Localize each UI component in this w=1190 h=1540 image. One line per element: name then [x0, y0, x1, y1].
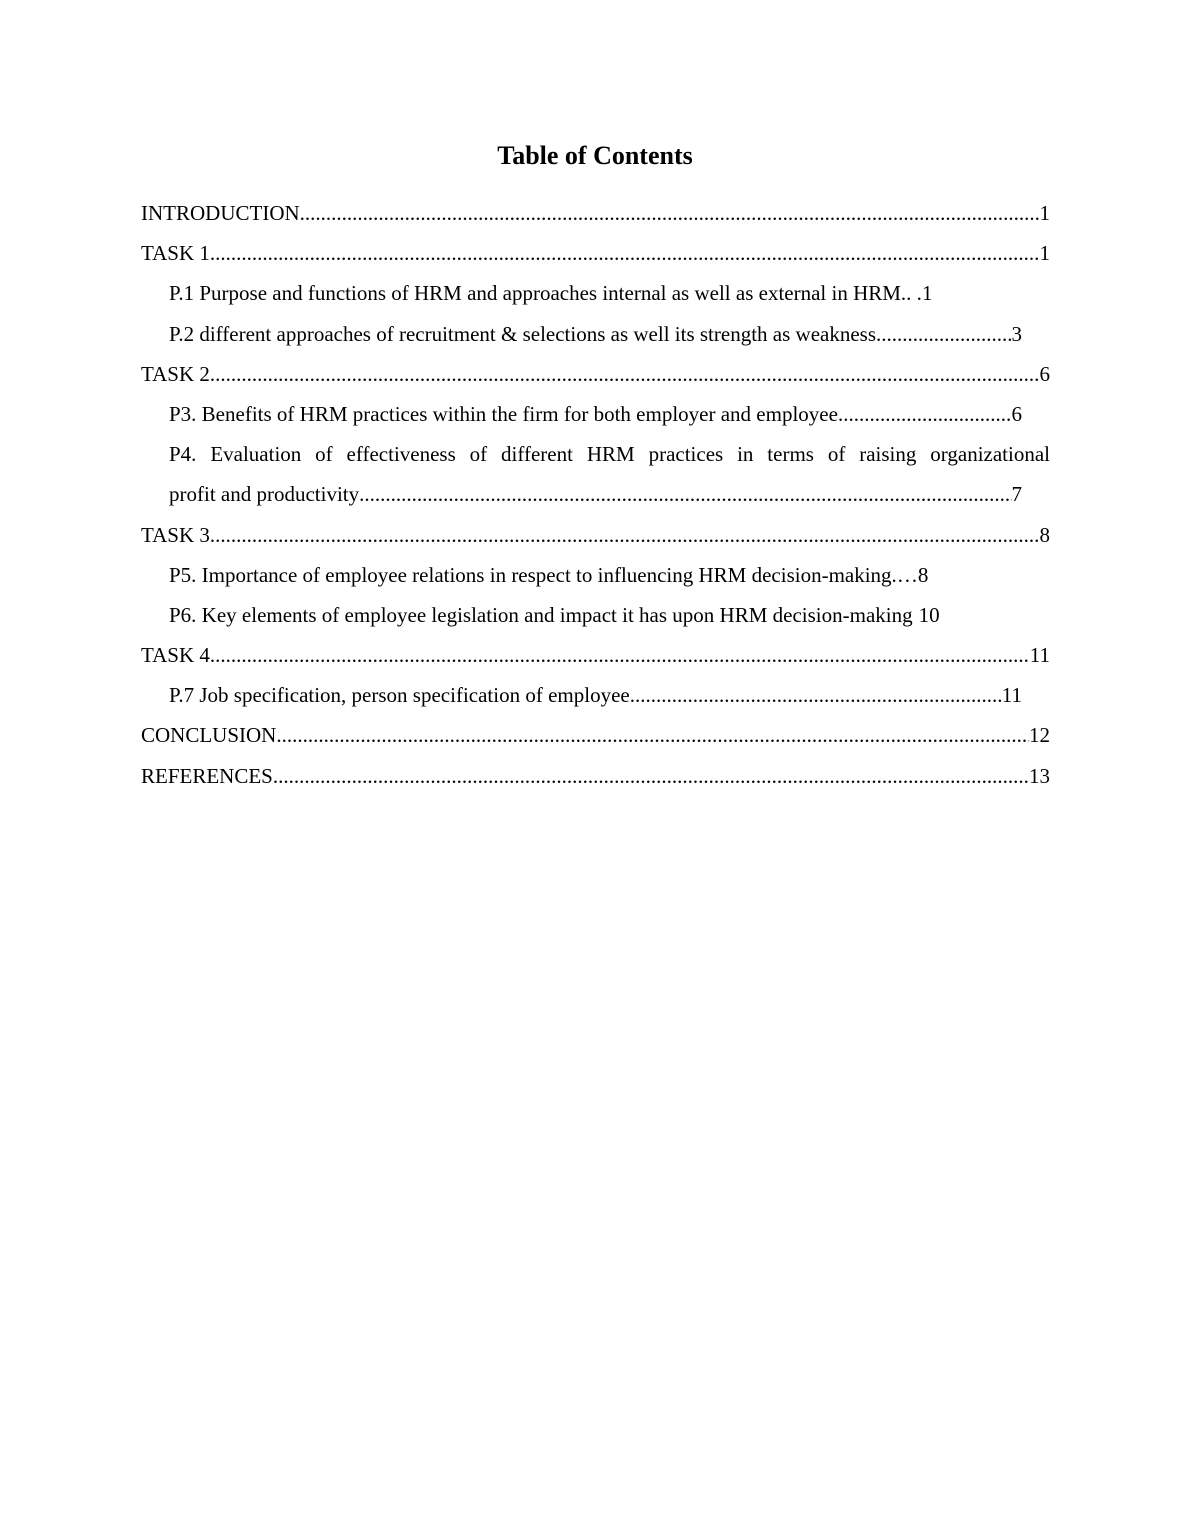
toc-entry-label: P3. Benefits of HRM practices within the firm for both employer and employee	[169, 401, 838, 426]
toc-entry-label: P.2 different approaches of recruitment & selections as well its strength as weakness	[169, 321, 876, 346]
toc-page-number: 1	[1039, 201, 1050, 225]
toc-entry-label: TASK 2	[141, 361, 210, 386]
toc-entry-label: TASK 3	[141, 522, 210, 547]
toc-entry-label: P.1 Purpose and functions of HRM and approaches internal as well as external in HRM.. .	[169, 281, 922, 306]
toc-entry-p2[interactable]	[141, 314, 1022, 354]
toc-title: Table of Contents	[497, 141, 693, 170]
toc-entry-p4-line-1[interactable]	[141, 434, 1050, 474]
toc-entry-p7[interactable]	[141, 675, 1022, 715]
dot-leader	[210, 233, 1040, 273]
toc-entry-label: CONCLUSION	[141, 723, 277, 748]
toc-entry-conclusion[interactable]	[141, 715, 1050, 755]
toc-entry-task-4[interactable]	[141, 635, 1050, 675]
toc-page-number: 13	[1029, 763, 1050, 788]
dot-leader	[300, 193, 1040, 233]
dot-leader	[273, 756, 1029, 796]
dot-leader	[838, 394, 1012, 434]
toc-entry-p4-line-2[interactable]	[141, 474, 1022, 514]
toc-entry-label: REFERENCES	[141, 763, 273, 788]
toc-page-number: 8	[1039, 522, 1050, 547]
toc-page-number: 1	[921, 281, 933, 306]
dot-leader	[210, 635, 1030, 675]
toc-page-number: 12	[1029, 723, 1050, 748]
toc-page-number: 6	[1039, 361, 1050, 386]
toc-entry-label: P5. Importance of employee relations in respect to influencing HRM decision-making.	[169, 562, 897, 587]
toc-entry-label: TASK 1	[141, 241, 210, 266]
dot-leader	[630, 675, 1002, 715]
toc-entry-introduction[interactable]	[141, 193, 1050, 233]
toc-entry-label: profit and productivity	[169, 482, 360, 507]
toc-page-number: 1	[1039, 241, 1050, 266]
toc-entry-label: TASK 4	[141, 643, 210, 668]
toc-entry-task-3[interactable]	[141, 515, 1050, 555]
toc-entry-label: P.7 Job specification, person specification of employee	[169, 683, 630, 708]
toc-page-number: 10	[918, 602, 940, 627]
table-of-contents	[141, 193, 1050, 796]
toc-entry-p1[interactable]	[141, 273, 1022, 313]
toc-entry-p3[interactable]	[141, 394, 1022, 434]
dot-leader	[276, 715, 1029, 755]
toc-entry-label: INTRODUCTION	[141, 201, 300, 225]
toc-page-number: …8	[896, 562, 929, 587]
toc-entry-label: P6. Key elements of employee legislation and impact it has upon HRM decision-making	[169, 602, 913, 627]
toc-entry-references[interactable]	[141, 756, 1050, 796]
dot-leader	[876, 314, 1012, 354]
dot-leader	[359, 474, 1011, 514]
toc-page-number: 11	[1001, 683, 1022, 708]
toc-entry-label: P4. Evaluation of effectiveness of different HRM practices in terms of raising organizational	[169, 442, 1050, 467]
toc-entry-task-1[interactable]	[141, 233, 1050, 273]
toc-entry-task-2[interactable]	[141, 354, 1050, 394]
toc-entry-p6[interactable]	[141, 595, 1022, 635]
dot-leader	[210, 354, 1040, 394]
toc-page-number: 7	[1011, 482, 1022, 507]
toc-page-number: 6	[1011, 401, 1022, 426]
toc-entry-p5[interactable]	[141, 555, 1022, 595]
toc-page-number: 11	[1029, 643, 1050, 668]
toc-page-number: 3	[1011, 321, 1022, 346]
dot-leader	[210, 515, 1040, 555]
